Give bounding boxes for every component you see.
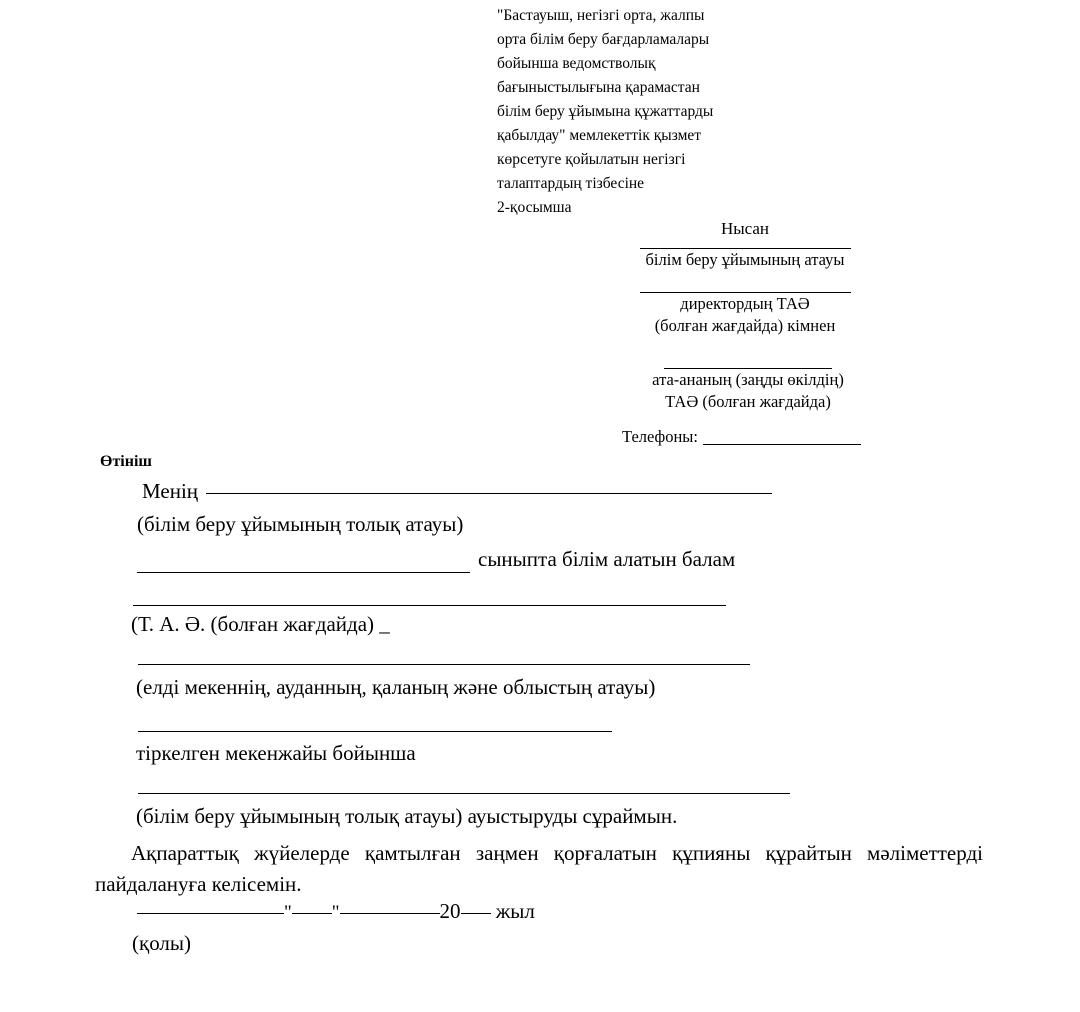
appendix-line: "Бастауыш, негізгі орта, жалпы (497, 7, 705, 24)
caption-locality: (елді мекеннің, ауданның, қаланың және облыстың атауы) (136, 675, 656, 699)
signature-blank-rule[interactable] (137, 913, 284, 914)
quote-close: " (331, 902, 340, 923)
caption-organization-full-1: (білім беру ұйымының толық атауы) (137, 512, 464, 536)
phone-label: Телефоны: (622, 427, 698, 446)
addressee-organization (638, 248, 852, 271)
blank-rule-class[interactable] (137, 572, 470, 573)
label-menin: Менің (142, 479, 199, 503)
caption-parent-initials: ТАӘ (болған жағдайда) (665, 392, 831, 411)
appendix-line: талаптардың тізбесіне (497, 175, 645, 192)
appendix-reference-block (497, 4, 797, 220)
quote-open: " (284, 902, 292, 923)
month-blank-rule[interactable] (340, 913, 440, 914)
label-registered-address: тіркелген мекенжайы бойынша (136, 741, 416, 765)
appendix-line: орта білім беру бағдарламалары (497, 31, 710, 48)
blank-rule-target-organization[interactable] (138, 793, 790, 794)
year-prefix: 20 (439, 899, 461, 923)
caption-parent-legal-rep: ата-ананың (заңды өкілдің) (652, 370, 844, 389)
caption-organization-name: білім беру ұйымының атауы (645, 250, 845, 269)
appendix-line: бағыныстылығына қарамастан (497, 79, 700, 96)
appendix-number: 2-қосымша (497, 199, 572, 216)
caption-director-from: (болған жағдайда) кімнен (654, 316, 836, 335)
caption-director-initials: директордың ТАӘ (680, 294, 810, 313)
day-blank-rule[interactable] (292, 913, 332, 914)
blank-rule-locality[interactable] (138, 664, 750, 665)
page-title: Өтініш (100, 453, 152, 470)
phone-field-row (622, 426, 861, 448)
caption-child-name: (Т. А. Ә. (болған жағдайда) _ (131, 612, 390, 636)
phone-blank-rule[interactable] (703, 444, 861, 445)
blank-rule-child-name[interactable] (133, 605, 726, 606)
row-menin (142, 478, 772, 504)
caption-signature: (қолы) (132, 931, 192, 955)
signature-row (137, 898, 535, 926)
caption-organization-full-2: (білім беру ұйымының толық атауы) ауыстыруды сұраймын. (136, 804, 678, 828)
year-blank-rule[interactable] (461, 913, 491, 914)
consent-paragraph: Ақпараттық жүйелерде қамтылған заңмен қорғалатын құпияны құрайтын мәліметтерді пайдалануға келісемін. (95, 841, 983, 896)
addressee-director (638, 292, 852, 337)
addressee-parent (650, 368, 846, 413)
appendix-line: бойынша ведомстволық (497, 55, 656, 72)
blank-rule-menin[interactable] (206, 493, 772, 494)
blank-rule-address[interactable] (138, 731, 612, 732)
year-word: жыл (495, 899, 535, 923)
form-label: Нысан (720, 219, 770, 238)
appendix-line: білім беру ұйымына құжаттарды (497, 103, 714, 120)
label-class-studying: сыныпта білім алатын балам (478, 547, 736, 571)
appendix-line: қабылдау" мемлекеттік қызмет (497, 127, 702, 144)
appendix-line: көрсетуге қойылатын негізгі (497, 151, 686, 168)
